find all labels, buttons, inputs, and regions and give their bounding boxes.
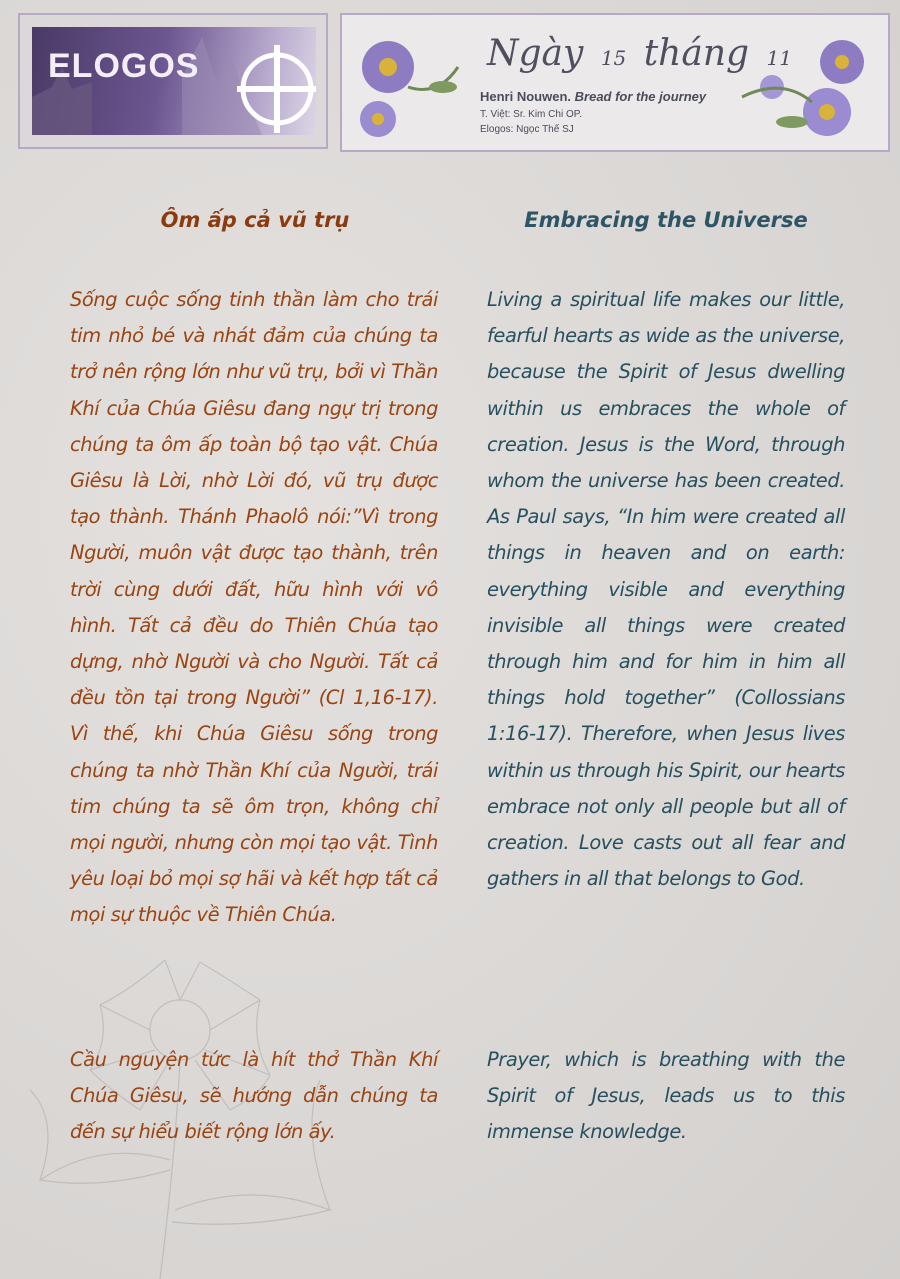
flower-left-icon	[348, 27, 468, 139]
english-paragraph-2: Prayer, which is breathing with the Spirit of Jesus, leads us to this immense knowledge.	[487, 1048, 845, 1144]
month-word: tháng	[643, 33, 750, 74]
month-number: 11	[766, 46, 792, 70]
vietnamese-paragraph-1: Sống cuộc sống tinh thần làm cho trái tim nhỏ bé và nhát đảm của chúng ta trở nên rộng lớn như vũ trụ, bởi vì Thần Khí của Chúa Giêsu đang ngự trị trong chúng ta ôm ấp toàn bộ tạo vật. Chúa Giêsu là Lời, nhờ Lời đó, vũ trụ được tạo thành. Thánh Phaolô nói:”Vì trong Người, muôn vật được tạo thành, trên trời cùng dưới đất, hữu hình với vô hình. Tất cả đều do Thiên Chúa tạo dựng, nhờ Người và cho Người. Tất cả đều tồn tại trong Người” (Cl 1,16-17). Vì thế, khi Chúa Giêsu sống trong chúng ta nhờ Thần Khí của Người, trái tim chúng ta sẽ ôm trọn, không chỉ mọi người, nhưng còn mọi tạo vật. Tình yêu loại bỏ mọi sợ hãi và kết hợp tất cả mọi sự thuộc về Thiên Chúa.	[70, 288, 438, 927]
date-header-frame	[340, 13, 890, 152]
vietnamese-title: Ôm ấp cả vũ trụ	[160, 208, 350, 232]
flower-right-icon	[732, 27, 882, 139]
logo-text: ELOGOS	[48, 47, 200, 85]
day-number: 15	[600, 46, 627, 70]
author-name: Henri Nouwen.	[480, 89, 572, 104]
date-prefix: Ngày	[487, 33, 584, 74]
english-paragraph-1: Living a spiritual life makes our little, fearful hearts as wide as the universe, because the Spirit of Jesus dwelling within us embraces the whole of creation. Jesus is the Word, through whom the universe has been created. As Paul says, “In him were created all things in heaven and on earth: everything visible and everything invisible all things were created through him and for him in him all things hold together” (Collossians 1:16-17). Therefore, when Jesus lives within us through his Spirit, our hearts embrace not only all people but all of creation. Love casts out all fear and gathers in all that belongs to God.	[487, 288, 845, 891]
book-credit	[480, 89, 706, 104]
elogos-logo-banner	[32, 27, 316, 135]
translator-credit: T. Việt: Sr. Kim Chi OP.	[480, 109, 582, 120]
editor-credit: Elogos: Ngọc Thế SJ	[480, 124, 574, 135]
elogos-logo-frame	[18, 13, 328, 149]
english-title: Embracing the Universe	[524, 208, 808, 232]
book-title: Bread for the journey	[574, 89, 707, 104]
vietnamese-paragraph-2: Cầu nguyện tức là hít thở Thần Khí Chúa Giêsu, sẽ hướng dẫn chúng ta đến sự hiểu biết rộng lớn ấy.	[70, 1048, 438, 1144]
